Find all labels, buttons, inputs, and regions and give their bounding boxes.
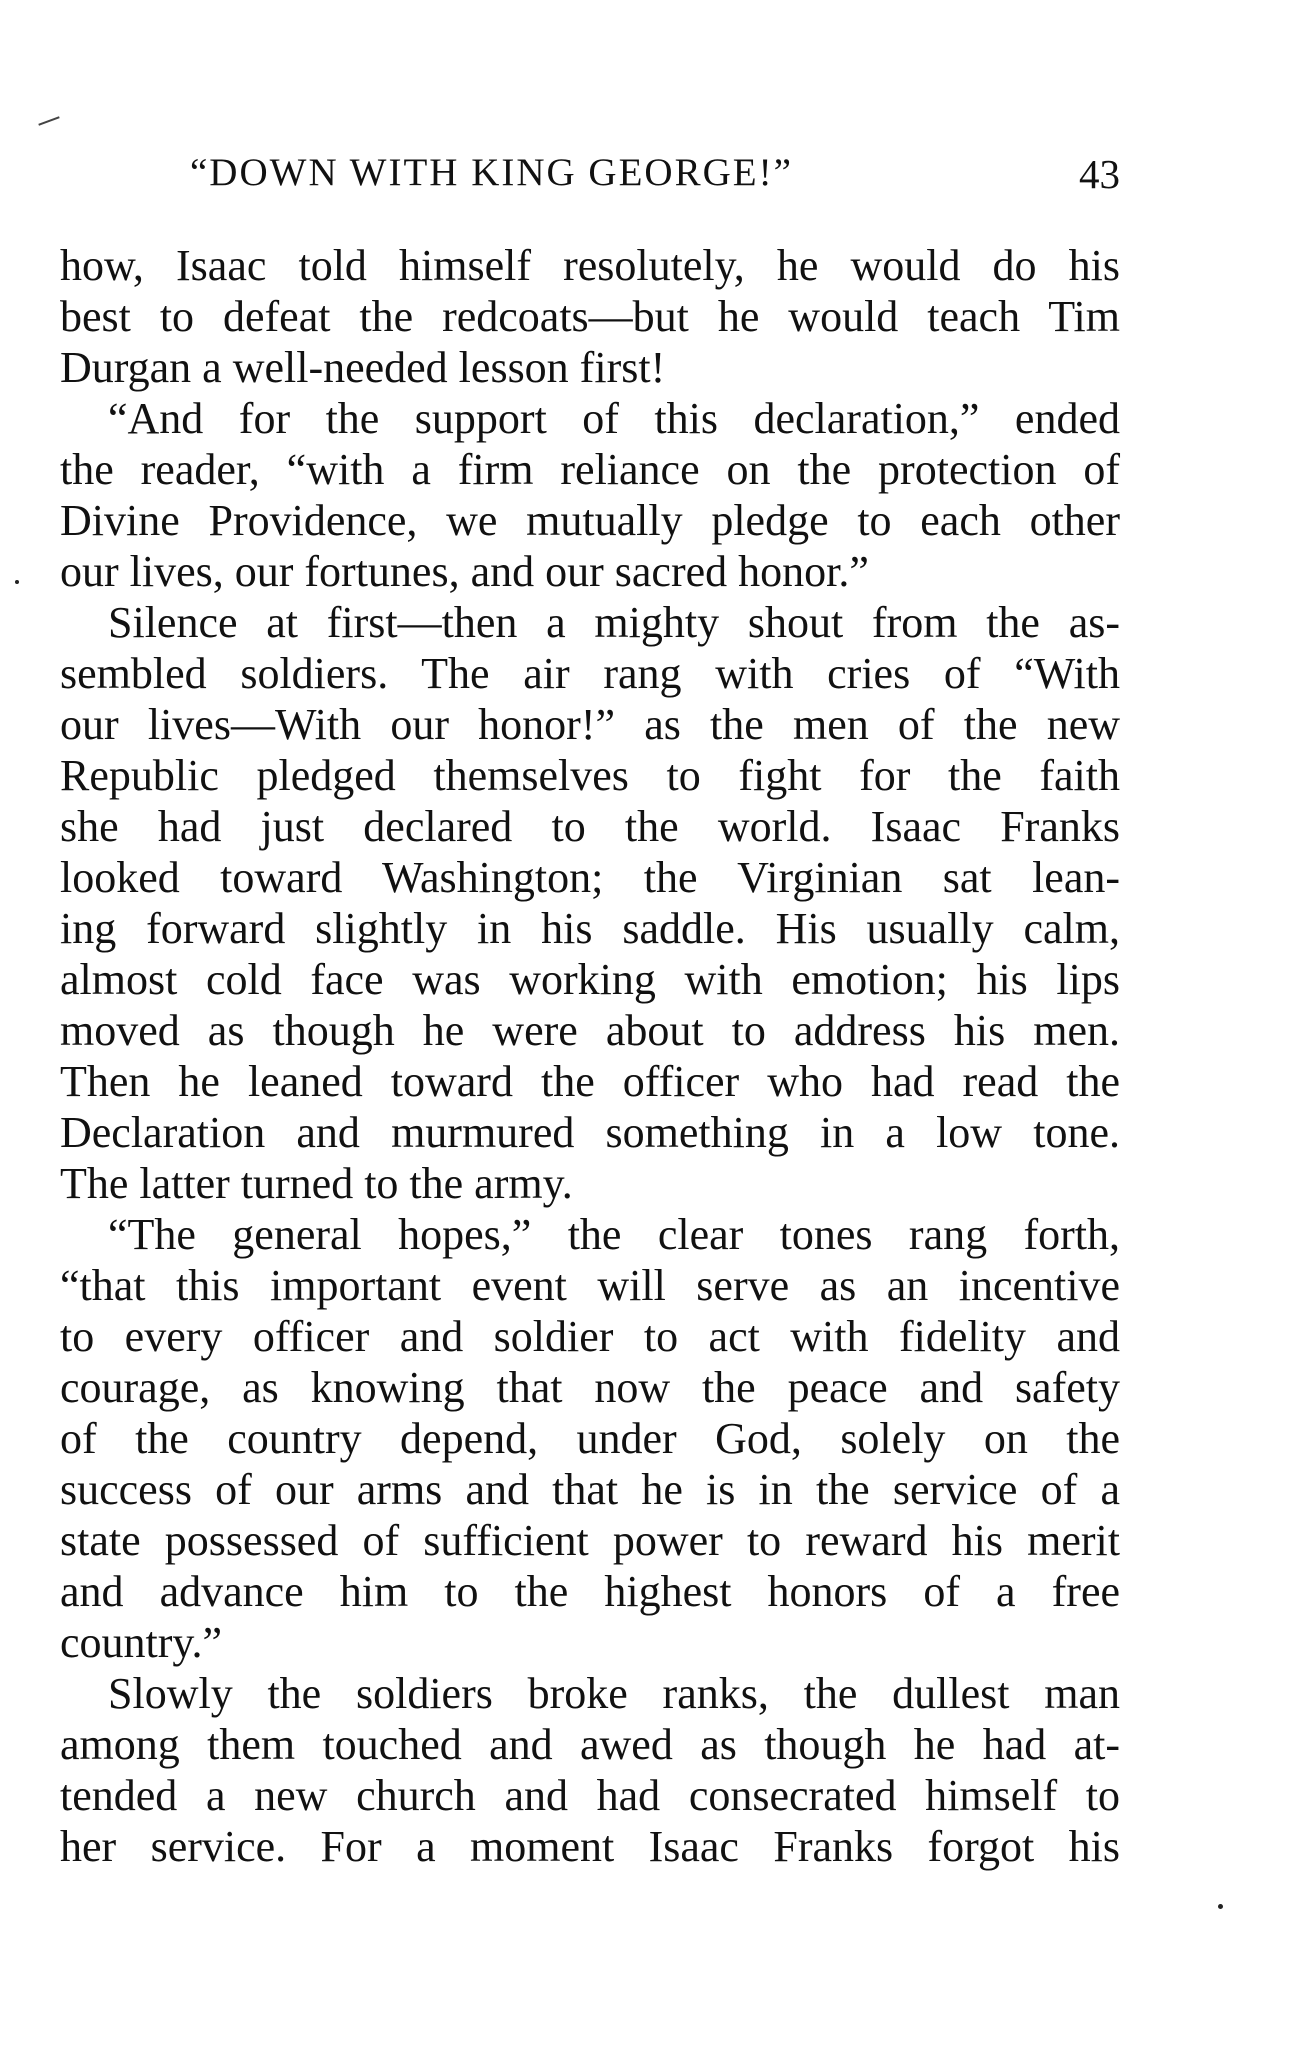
text-line: courage, as knowing that now the peace and safety — [60, 1363, 1120, 1412]
text-line: of the country depend, under God, solely on the — [60, 1414, 1120, 1463]
text-line: Silence at first—then a mighty shout from the as- — [108, 598, 1120, 647]
text-line: her service. For a moment Isaac Franks forgot his — [60, 1822, 1120, 1871]
text-line: country.” — [60, 1618, 223, 1667]
text-line: Durgan a well-needed lesson first! — [60, 343, 666, 392]
body-text — [60, 240, 1120, 1872]
text-line: how, Isaac told himself resolutely, he would do his — [60, 241, 1120, 290]
text-line: the reader, “with a firm reliance on the protection of — [60, 445, 1120, 494]
text-line: The latter turned to the army. — [60, 1159, 573, 1208]
text-line: almost cold face was working with emotion; his lips — [60, 955, 1120, 1004]
text-line: Slowly the soldiers broke ranks, the dullest man — [108, 1669, 1120, 1718]
text-line: state possessed of sufficient power to reward his merit — [60, 1516, 1120, 1565]
text-line: she had just declared to the world. Isaac Franks — [60, 802, 1120, 851]
text-line: “The general hopes,” the clear tones rang forth, — [108, 1210, 1120, 1259]
text-line: looked toward Washington; the Virginian sat lean- — [60, 853, 1120, 902]
paragraph-2 — [60, 393, 1120, 597]
text-line: best to defeat the redcoats—but he would teach Tim — [60, 292, 1120, 341]
running-head — [60, 150, 1120, 200]
paragraph-1 — [60, 240, 1120, 393]
scan-speck — [38, 116, 59, 125]
text-line: our lives—With our honor!” as the men of the new — [60, 700, 1120, 749]
text-line: “And for the support of this declaration,” ended — [108, 394, 1120, 443]
text-line: tended a new church and had consecrated himself to — [60, 1771, 1120, 1820]
text-line: and advance him to the highest honors of a free — [60, 1567, 1120, 1616]
text-line: Declaration and murmured something in a low tone. — [60, 1108, 1120, 1157]
text-line: Republic pledged themselves to fight for the faith — [60, 751, 1120, 800]
scan-dot — [15, 580, 19, 584]
text-line: to every officer and soldier to act with fidelity and — [60, 1312, 1120, 1361]
text-line: sembled soldiers. The air rang with cries of “With — [60, 649, 1120, 698]
page-number: 43 — [1079, 151, 1120, 197]
paragraph-5 — [60, 1668, 1120, 1872]
text-line: moved as though he were about to address his men. — [60, 1006, 1120, 1055]
running-title: “DOWN WITH KING GEORGE!” — [190, 151, 793, 194]
text-line: success of our arms and that he is in the service of a — [60, 1465, 1120, 1514]
text-line: Divine Providence, we mutually pledge to each other — [60, 496, 1120, 545]
paragraph-4 — [60, 1209, 1120, 1668]
text-line: our lives, our fortunes, and our sacred honor.” — [60, 547, 869, 596]
paragraph-3 — [60, 597, 1120, 1209]
scan-dot — [1218, 1904, 1223, 1909]
text-line: Then he leaned toward the officer who had read the — [60, 1057, 1120, 1106]
text-line: “that this important event will serve as an incentive — [60, 1261, 1120, 1310]
text-line: among them touched and awed as though he had at- — [60, 1720, 1120, 1769]
text-line: ing forward slightly in his saddle. His usually calm, — [60, 904, 1120, 953]
